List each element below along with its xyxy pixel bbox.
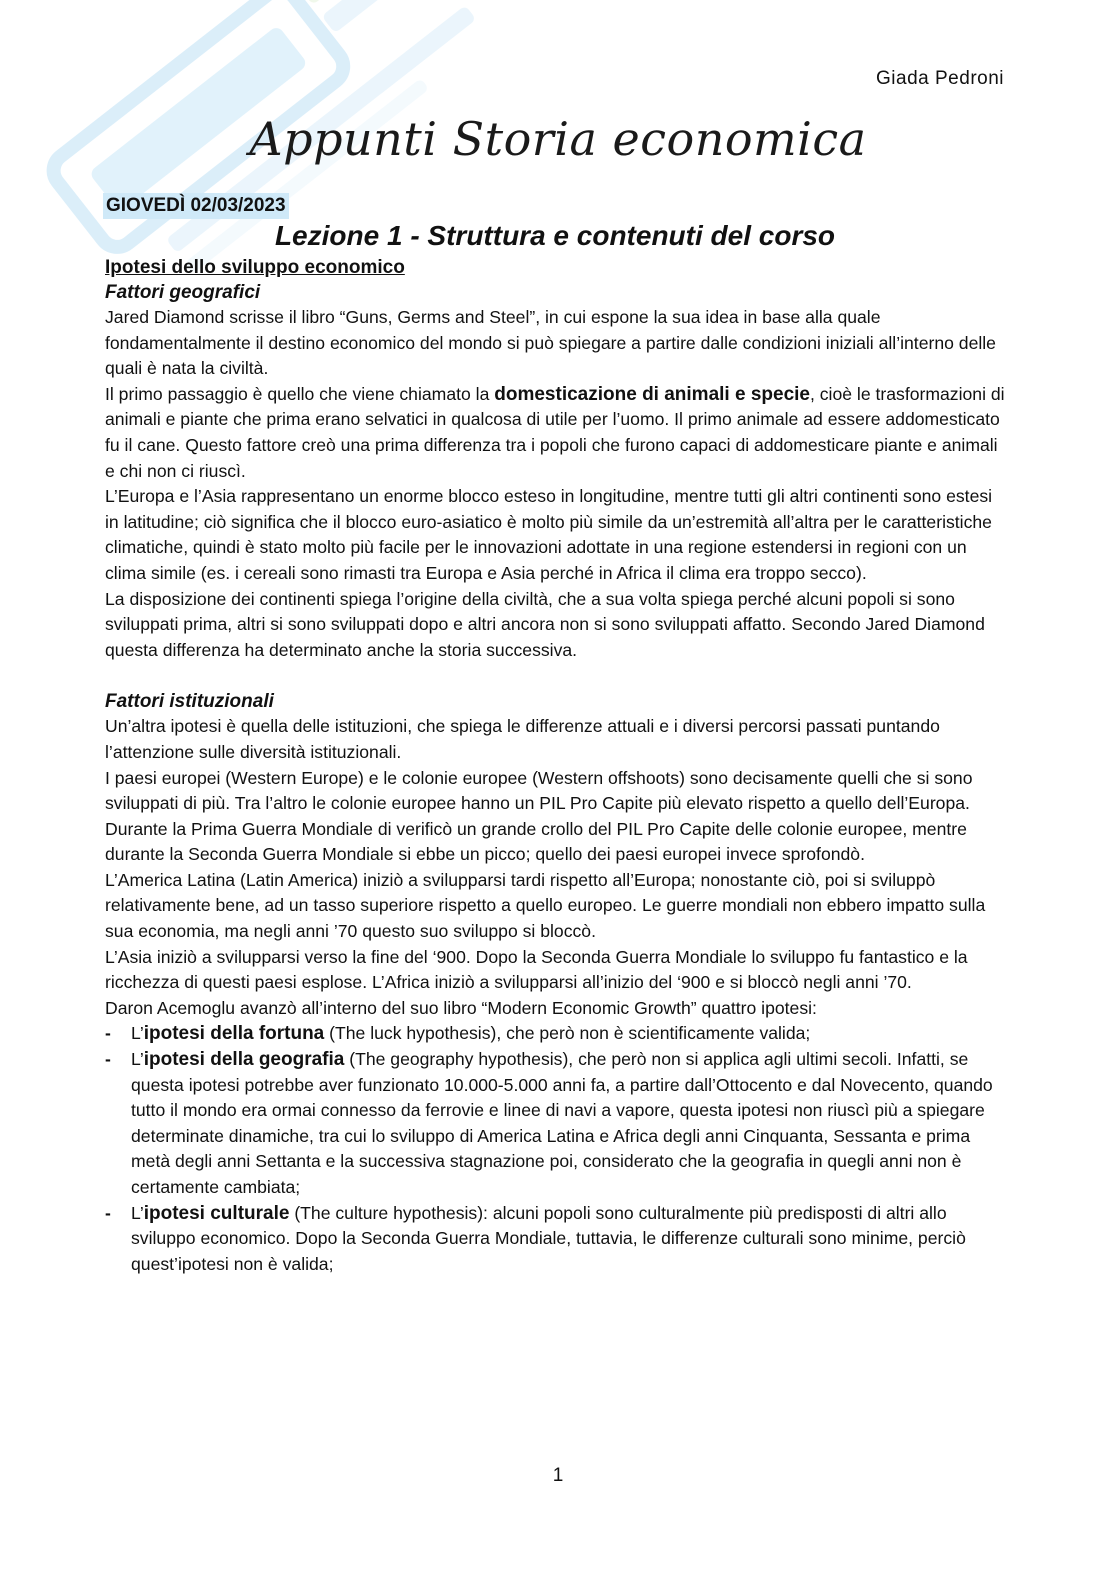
geo-paragraph-3: L’Europa e l’Asia rappresentano un enorme blocco esteso in longitudine, mentre tutti gli altri continenti sono estesi in latitudine; ciò significa che il blocco euro-asiatico è molto più simile da un’estremità all’altra per le caratteristiche climatiche, quindi è stato molto più facile per le innovazioni adottate in una regione estendersi in regioni con un clima simile (es. i cereali sono rimasti tra Europa e Asia perché in Africa il clima era troppo secco). (105, 486, 993, 583)
document-title: Appunti Storia economica (249, 112, 867, 166)
geo-paragraph-2: Il primo passaggio è quello che viene chiamato la domesticazione di animali e specie, cioè le trasformazioni di animali e piante che prima erano selvatici in qualcosa di utile per l’uomo. Il primo animale ad essere addomesticato fu il cane. Questo fattore creò una prima differenza tra i popoli che furono capaci di addomesticare piante e animali e chi non ci riuscì. (105, 383, 1005, 481)
inst-heading: Fattori istituzionali (105, 691, 274, 713)
inst-paragraph-2: I paesi europei (Western Europe) e le colonie europee (Western offshoots) sono decisamente quelli che si sono sviluppati di più. Tra l’altro le colonie europee hanno un PIL Pro Capite più elevato rispetto a quello dell’Europa. Durante la Prima Guerra Mondiale di verificò un grande crollo del PIL Pro Capite delle colonie europee, mentre durante la Seconda Guerra Mondiale si ebbe un picco; quello dei paesi europei invece sprofondò. (105, 767, 973, 865)
geo-heading: Fattori geografici (105, 282, 261, 303)
list-item: - L’ipotesi culturale (The culture hypothesis): alcuni popoli sono culturalmente più predisposti di altri allo sviluppo economico. Dopo la Seconda Guerra Mondiale, tuttavia, le differenze culturali sono minime, perciò quest’ipotesi non è valida; (105, 1201, 1005, 1278)
section-title: Ipotesi dello sviluppo economico (105, 257, 405, 278)
inst-paragraph-4: L’Asia iniziò a svilupparsi verso la fine del ‘900. Dopo la Seconda Guerra Mondiale lo sviluppo fu fantastico e la ricchezza di questi paesi esplose. L’Africa iniziò a svilupparsi all’inizio del ‘900 e si bloccò negli anni ’70. (105, 946, 968, 993)
lesson-date: GIOVEDÌ 02/03/2023 (103, 193, 289, 219)
geo-paragraph-1: Jared Diamond scrisse il libro “Guns, Germs and Steel”, in cui espone la sua idea in base alla quale fondamentalmente il destino economico del mondo si può spiegare a partire dalle condizioni iniziali all’interno delle quali è nata la civiltà. (105, 307, 996, 379)
hypotheses-list (105, 1021, 1005, 1277)
inst-paragraph-5: Daron Acemoglu avanzò all’interno del suo libro “Modern Economic Growth” quattro ipotesi: (105, 997, 817, 1018)
geo-keyword: domesticazione di animali e specie (494, 383, 810, 405)
page-content (105, 193, 1005, 1277)
lesson-title: Lezione 1 - Struttura e contenuti del corso (274, 220, 836, 251)
inst-paragraph-3: L’America Latina (Latin America) iniziò a svilupparsi tardi rispetto all’Europa; nonostante ciò, poi si sviluppò relativamente bene, ad un tasso superiore rispetto a quello europeo. Le guerre mondiali non ebbero impatto sulla sua economia, ma negli anni ’70 questo suo sviluppo si bloccò. (105, 869, 986, 942)
author-name: Giada Pedroni (876, 68, 1004, 89)
list-item: - L’ipotesi della geografia (The geography hypothesis), che però non si applica agli ultimi secoli. Infatti, se questa ipotesi potrebbe aver funzionato 10.000-5.000 anni fa, a partire dall’Ottocento e dal Novecento, quando tutto il mondo era ormai connesso da ferrovie e linee di navi a vapore, questa ipotesi non riuscì più a spiegare determinate dinamiche, tra cui lo sviluppo di America Latina e Africa degli anni Cinquanta, Sessanta e prima metà degli anni Settanta e la successiva stagnazione poi, considerato che la geografia in quegli anni non è certamente cambiata; (105, 1047, 1005, 1201)
page-number: 1 (552, 1465, 564, 1486)
list-item: - L’ipotesi della fortuna (The luck hypothesis), che però non è scientificamente valida; (105, 1021, 1005, 1047)
geo-paragraph-4: La disposizione dei continenti spiega l’origine della civiltà, che a sua volta spiega perché alcuni popoli si sono sviluppati prima, altri si sono sviluppati dopo e altri ancora non si sono sviluppati affatto. Secondo Jared Diamond questa differenza ha determinato anche la storia successiva. (105, 588, 985, 660)
inst-paragraph-1: Un’altra ipotesi è quella delle istituzioni, che spiega le differenze attuali e i diversi percorsi passati puntando l’attenzione sulle diversità istituzionali. (105, 716, 940, 762)
